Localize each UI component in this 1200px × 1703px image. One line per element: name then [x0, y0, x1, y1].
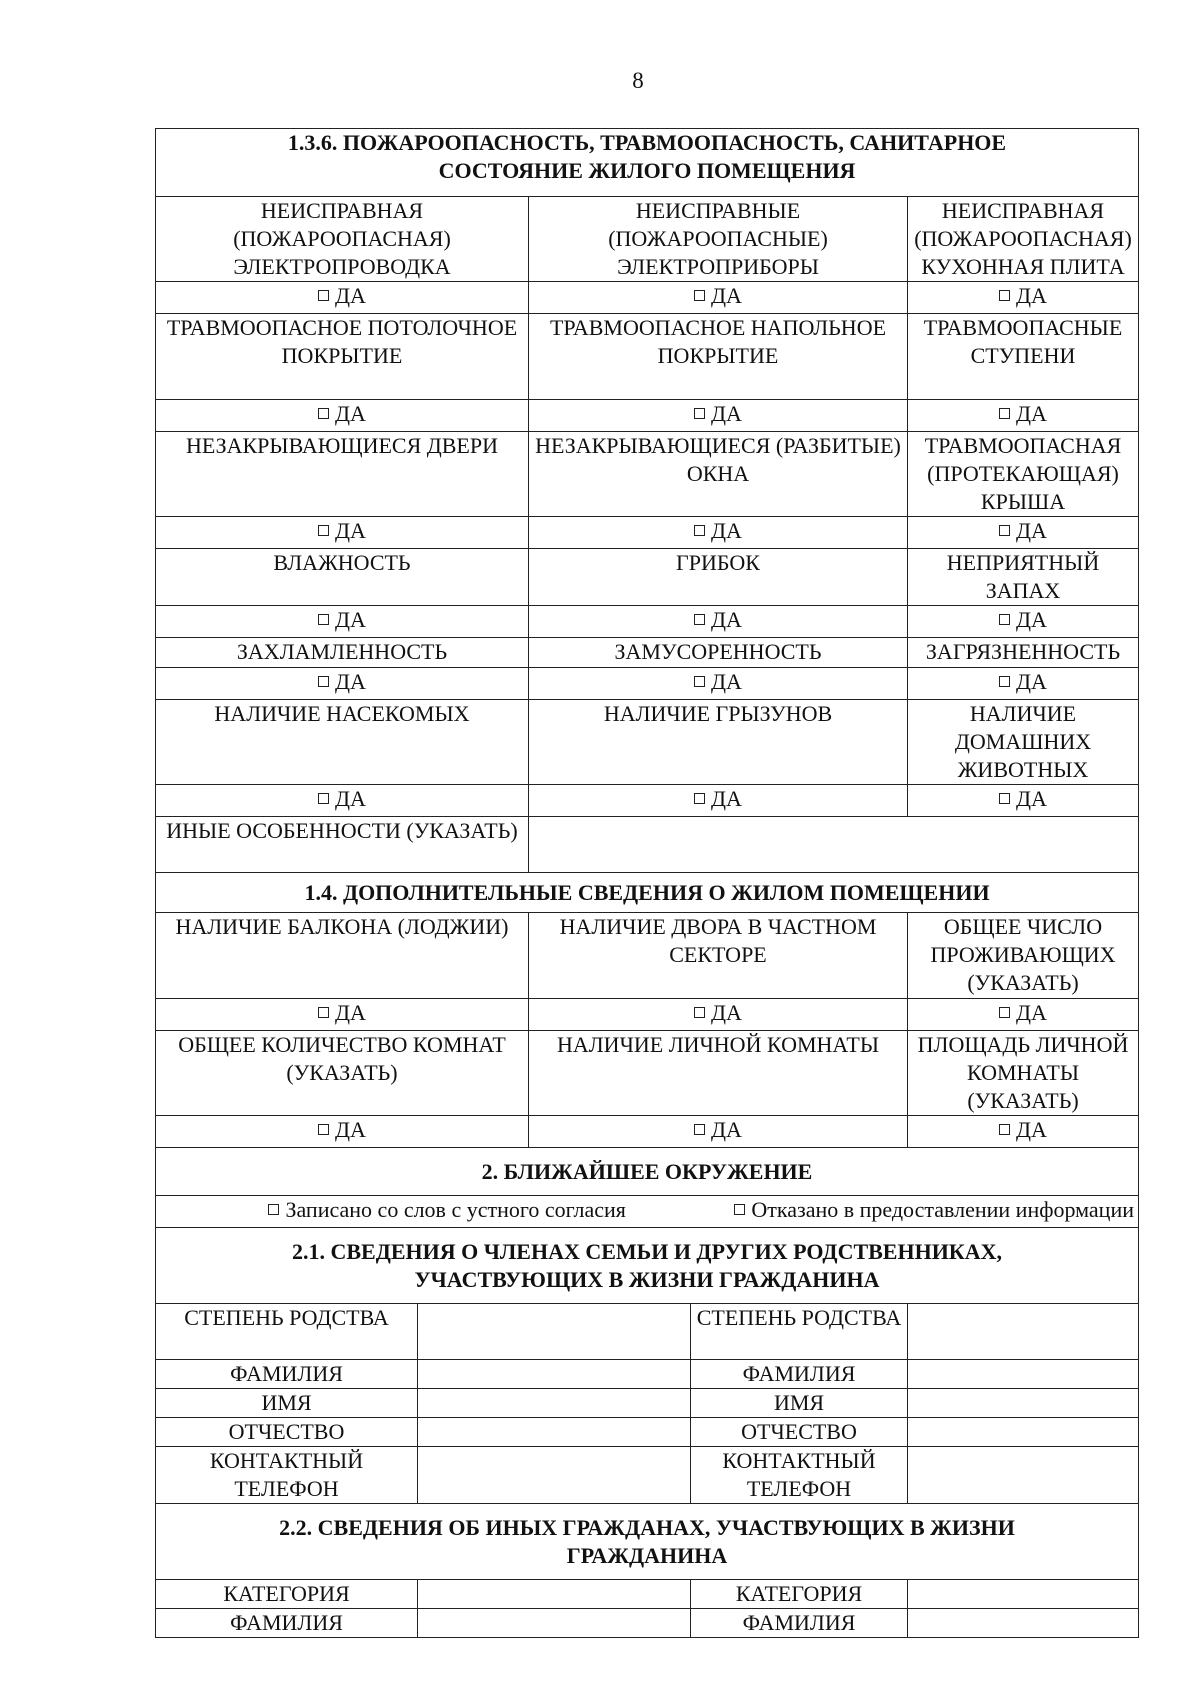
checkbox-yes[interactable]: ДА: [908, 517, 1139, 549]
hazard-smell-label: НЕПРИЯТНЫЙ ЗАПАХ: [908, 549, 1139, 606]
section-136-title: 1.3.6. ПОЖАРООПАСНОСТЬ, ТРАВМООПАСНОСТЬ, САНИТАРНОЕ СОСТОЯНИЕ ЖИЛОГО ПОМЕЩЕНИЯ: [156, 129, 1139, 197]
phone-input[interactable]: [908, 1447, 1139, 1504]
hazard-ceiling-label: ТРАВМООПАСНОЕ ПОТОЛОЧНОЕ ПОКРЫТИЕ: [156, 314, 529, 400]
checkbox-icon[interactable]: [318, 793, 329, 804]
checkbox-icon[interactable]: [318, 290, 329, 301]
checkbox-icon[interactable]: [318, 1124, 329, 1135]
checkbox-yes[interactable]: ДА: [529, 606, 908, 638]
name-input[interactable]: [418, 1389, 691, 1418]
checkbox-icon[interactable]: [318, 1007, 329, 1018]
checkbox-yes[interactable]: ДА: [156, 517, 529, 549]
surname-input[interactable]: [418, 1360, 691, 1389]
surname-label: ФАМИЛИЯ: [691, 1360, 908, 1389]
hazard-roof-label: ТРАВМООПАСНАЯ (ПРОТЕКАЮЩАЯ) КРЫША: [908, 432, 1139, 517]
category-label: КАТЕГОРИЯ: [156, 1580, 418, 1609]
checkbox-yes[interactable]: ДА: [529, 785, 908, 817]
refused-option[interactable]: Отказано в предоставлении информации: [734, 1196, 1134, 1224]
checkbox-icon[interactable]: [999, 525, 1010, 536]
name-label: ИМЯ: [156, 1389, 418, 1418]
checkbox-yes[interactable]: ДА: [908, 282, 1139, 314]
hazard-doors-label: НЕЗАКРЫВАЮЩИЕСЯ ДВЕРИ: [156, 432, 529, 517]
checkbox-yes[interactable]: ДА: [156, 668, 529, 700]
checkbox-yes[interactable]: ДА: [156, 606, 529, 638]
checkbox-yes[interactable]: ДА: [529, 517, 908, 549]
relation-input[interactable]: [908, 1304, 1139, 1360]
consent-options: [156, 1196, 1139, 1228]
hazard-fungus-label: ГРИБОК: [529, 549, 908, 606]
residents-count-label: ОБЩЕЕ ЧИСЛО ПРОЖИВАЮЩИХ (УКАЗАТЬ): [908, 913, 1139, 999]
balcony-label: НАЛИЧИЕ БАЛКОНА (ЛОДЖИИ): [156, 913, 529, 999]
checkbox-icon[interactable]: [318, 614, 329, 625]
checkbox-icon[interactable]: [694, 1124, 705, 1135]
surname-input[interactable]: [908, 1360, 1139, 1389]
checkbox-icon[interactable]: [999, 408, 1010, 419]
hazard-stove-label: НЕИСПРАВНАЯ (ПОЖАРООПАСНАЯ) КУХОННАЯ ПЛИТА: [908, 197, 1139, 282]
relation-input[interactable]: [418, 1304, 691, 1360]
hazard-rodents-label: НАЛИЧИЕ ГРЫЗУНОВ: [529, 700, 908, 785]
patronymic-input[interactable]: [418, 1418, 691, 1447]
section-21-title: 2.1. СВЕДЕНИЯ О ЧЛЕНАХ СЕМЬИ И ДРУГИХ РОДСТВЕННИКАХ, УЧАСТВУЮЩИХ В ЖИЗНИ ГРАЖДАНИНА: [156, 1228, 1139, 1304]
rooms-count-label: ОБЩЕЕ КОЛИЧЕСТВО КОМНАТ (УКАЗАТЬ): [156, 1031, 529, 1116]
surname-input[interactable]: [908, 1609, 1139, 1638]
hazard-windows-label: НЕЗАКРЫВАЮЩИЕСЯ (РАЗБИТЫЕ) ОКНА: [529, 432, 908, 517]
relation-label: СТЕПЕНЬ РОДСТВА: [691, 1304, 908, 1360]
patronymic-label: ОТЧЕСТВО: [156, 1418, 418, 1447]
checkbox-icon[interactable]: [999, 614, 1010, 625]
surname-label: ФАМИЛИЯ: [156, 1360, 418, 1389]
section-22-title: 2.2. СВЕДЕНИЯ ОБ ИНЫХ ГРАЖДАНАХ, УЧАСТВУЮЩИХ В ЖИЗНИ ГРАЖДАНИНА: [156, 1504, 1139, 1580]
checkbox-yes[interactable]: ДА: [908, 400, 1139, 432]
checkbox-icon[interactable]: [734, 1204, 745, 1215]
hazard-stairs-label: ТРАВМООПАСНЫЕ СТУПЕНИ: [908, 314, 1139, 400]
own-room-area-label: ПЛОЩАДЬ ЛИЧНОЙ КОМНАТЫ (УКАЗАТЬ): [908, 1031, 1139, 1116]
checkbox-yes[interactable]: ДА: [908, 999, 1139, 1031]
section-14-title: 1.4. ДОПОЛНИТЕЛЬНЫЕ СВЕДЕНИЯ О ЖИЛОМ ПОМЕЩЕНИИ: [156, 873, 1139, 913]
checkbox-icon[interactable]: [318, 676, 329, 687]
checkbox-icon[interactable]: [999, 793, 1010, 804]
surname-label: ФАМИЛИЯ: [156, 1609, 418, 1638]
checkbox-yes[interactable]: ДА: [529, 668, 908, 700]
name-label: ИМЯ: [691, 1389, 908, 1418]
form-table: [155, 128, 1139, 1638]
checkbox-icon[interactable]: [694, 676, 705, 687]
hazard-appliances-label: НЕИСПРАВНЫЕ (ПОЖАРООПАСНЫЕ) ЭЛЕКТРОПРИБОРЫ: [529, 197, 908, 282]
consent-option[interactable]: Записано со слов с устного согласия: [268, 1197, 625, 1222]
checkbox-icon[interactable]: [999, 676, 1010, 687]
checkbox-yes[interactable]: ДА: [156, 400, 529, 432]
phone-label: КОНТАКТНЫЙ ТЕЛЕФОН: [156, 1447, 418, 1504]
checkbox-icon[interactable]: [318, 408, 329, 419]
checkbox-yes[interactable]: ДА: [156, 999, 529, 1031]
checkbox-icon[interactable]: [268, 1204, 279, 1215]
checkbox-yes[interactable]: ДА: [529, 1116, 908, 1148]
hazard-wiring-label: НЕИСПРАВНАЯ (ПОЖАРООПАСНАЯ) ЭЛЕКТРОПРОВОДКА: [156, 197, 529, 282]
checkbox-yes[interactable]: ДА: [908, 785, 1139, 817]
checkbox-icon[interactable]: [694, 525, 705, 536]
relation-label: СТЕПЕНЬ РОДСТВА: [156, 1304, 418, 1360]
category-input[interactable]: [418, 1580, 691, 1609]
hazard-floor-label: ТРАВМООПАСНОЕ НАПОЛЬНОЕ ПОКРЫТИЕ: [529, 314, 908, 400]
category-input[interactable]: [908, 1580, 1139, 1609]
phone-label: КОНТАКТНЫЙ ТЕЛЕФОН: [691, 1447, 908, 1504]
checkbox-icon[interactable]: [694, 614, 705, 625]
checkbox-icon[interactable]: [999, 1124, 1010, 1135]
section-2-title: 2. БЛИЖАЙШЕЕ ОКРУЖЕНИЕ: [156, 1148, 1139, 1196]
checkbox-icon[interactable]: [999, 290, 1010, 301]
phone-input[interactable]: [418, 1447, 691, 1504]
patronymic-input[interactable]: [908, 1418, 1139, 1447]
hazard-dirt-label: ЗАГРЯЗНЕННОСТЬ: [908, 638, 1139, 668]
checkbox-yes[interactable]: ДА: [908, 606, 1139, 638]
patronymic-label: ОТЧЕСТВО: [691, 1418, 908, 1447]
checkbox-yes[interactable]: ДА: [908, 668, 1139, 700]
category-label: КАТЕГОРИЯ: [691, 1580, 908, 1609]
checkbox-yes[interactable]: ДА: [156, 282, 529, 314]
checkbox-icon[interactable]: [999, 1007, 1010, 1018]
hazard-litter-label: ЗАМУСОРЕННОСТЬ: [529, 638, 908, 668]
surname-label: ФАМИЛИЯ: [691, 1609, 908, 1638]
checkbox-yes[interactable]: ДА: [156, 785, 529, 817]
checkbox-icon[interactable]: [694, 290, 705, 301]
yard-label: НАЛИЧИЕ ДВОРА В ЧАСТНОМ СЕКТОРЕ: [529, 913, 908, 999]
surname-input[interactable]: [418, 1609, 691, 1638]
hazard-insects-label: НАЛИЧИЕ НАСЕКОМЫХ: [156, 700, 529, 785]
checkbox-icon[interactable]: [694, 793, 705, 804]
other-features-input[interactable]: [529, 817, 1139, 873]
name-input[interactable]: [908, 1389, 1139, 1418]
hazard-clutter-label: ЗАХЛАМЛЕННОСТЬ: [156, 638, 529, 668]
other-features-label: ИНЫЕ ОСОБЕННОСТИ (УКАЗАТЬ): [156, 817, 529, 873]
checkbox-icon[interactable]: [694, 1007, 705, 1018]
checkbox-yes[interactable]: ДА: [529, 282, 908, 314]
own-room-label: НАЛИЧИЕ ЛИЧНОЙ КОМНАТЫ: [529, 1031, 908, 1116]
hazard-pets-label: НАЛИЧИЕ ДОМАШНИХ ЖИВОТНЫХ: [908, 700, 1139, 785]
checkbox-yes[interactable]: ДА: [529, 999, 908, 1031]
hazard-humidity-label: ВЛАЖНОСТЬ: [156, 549, 529, 606]
checkbox-yes[interactable]: ДА: [529, 400, 908, 432]
page-number: 8: [632, 68, 644, 93]
checkbox-icon[interactable]: [694, 408, 705, 419]
checkbox-icon[interactable]: [318, 525, 329, 536]
checkbox-yes[interactable]: ДА: [908, 1116, 1139, 1148]
checkbox-yes[interactable]: ДА: [156, 1116, 529, 1148]
